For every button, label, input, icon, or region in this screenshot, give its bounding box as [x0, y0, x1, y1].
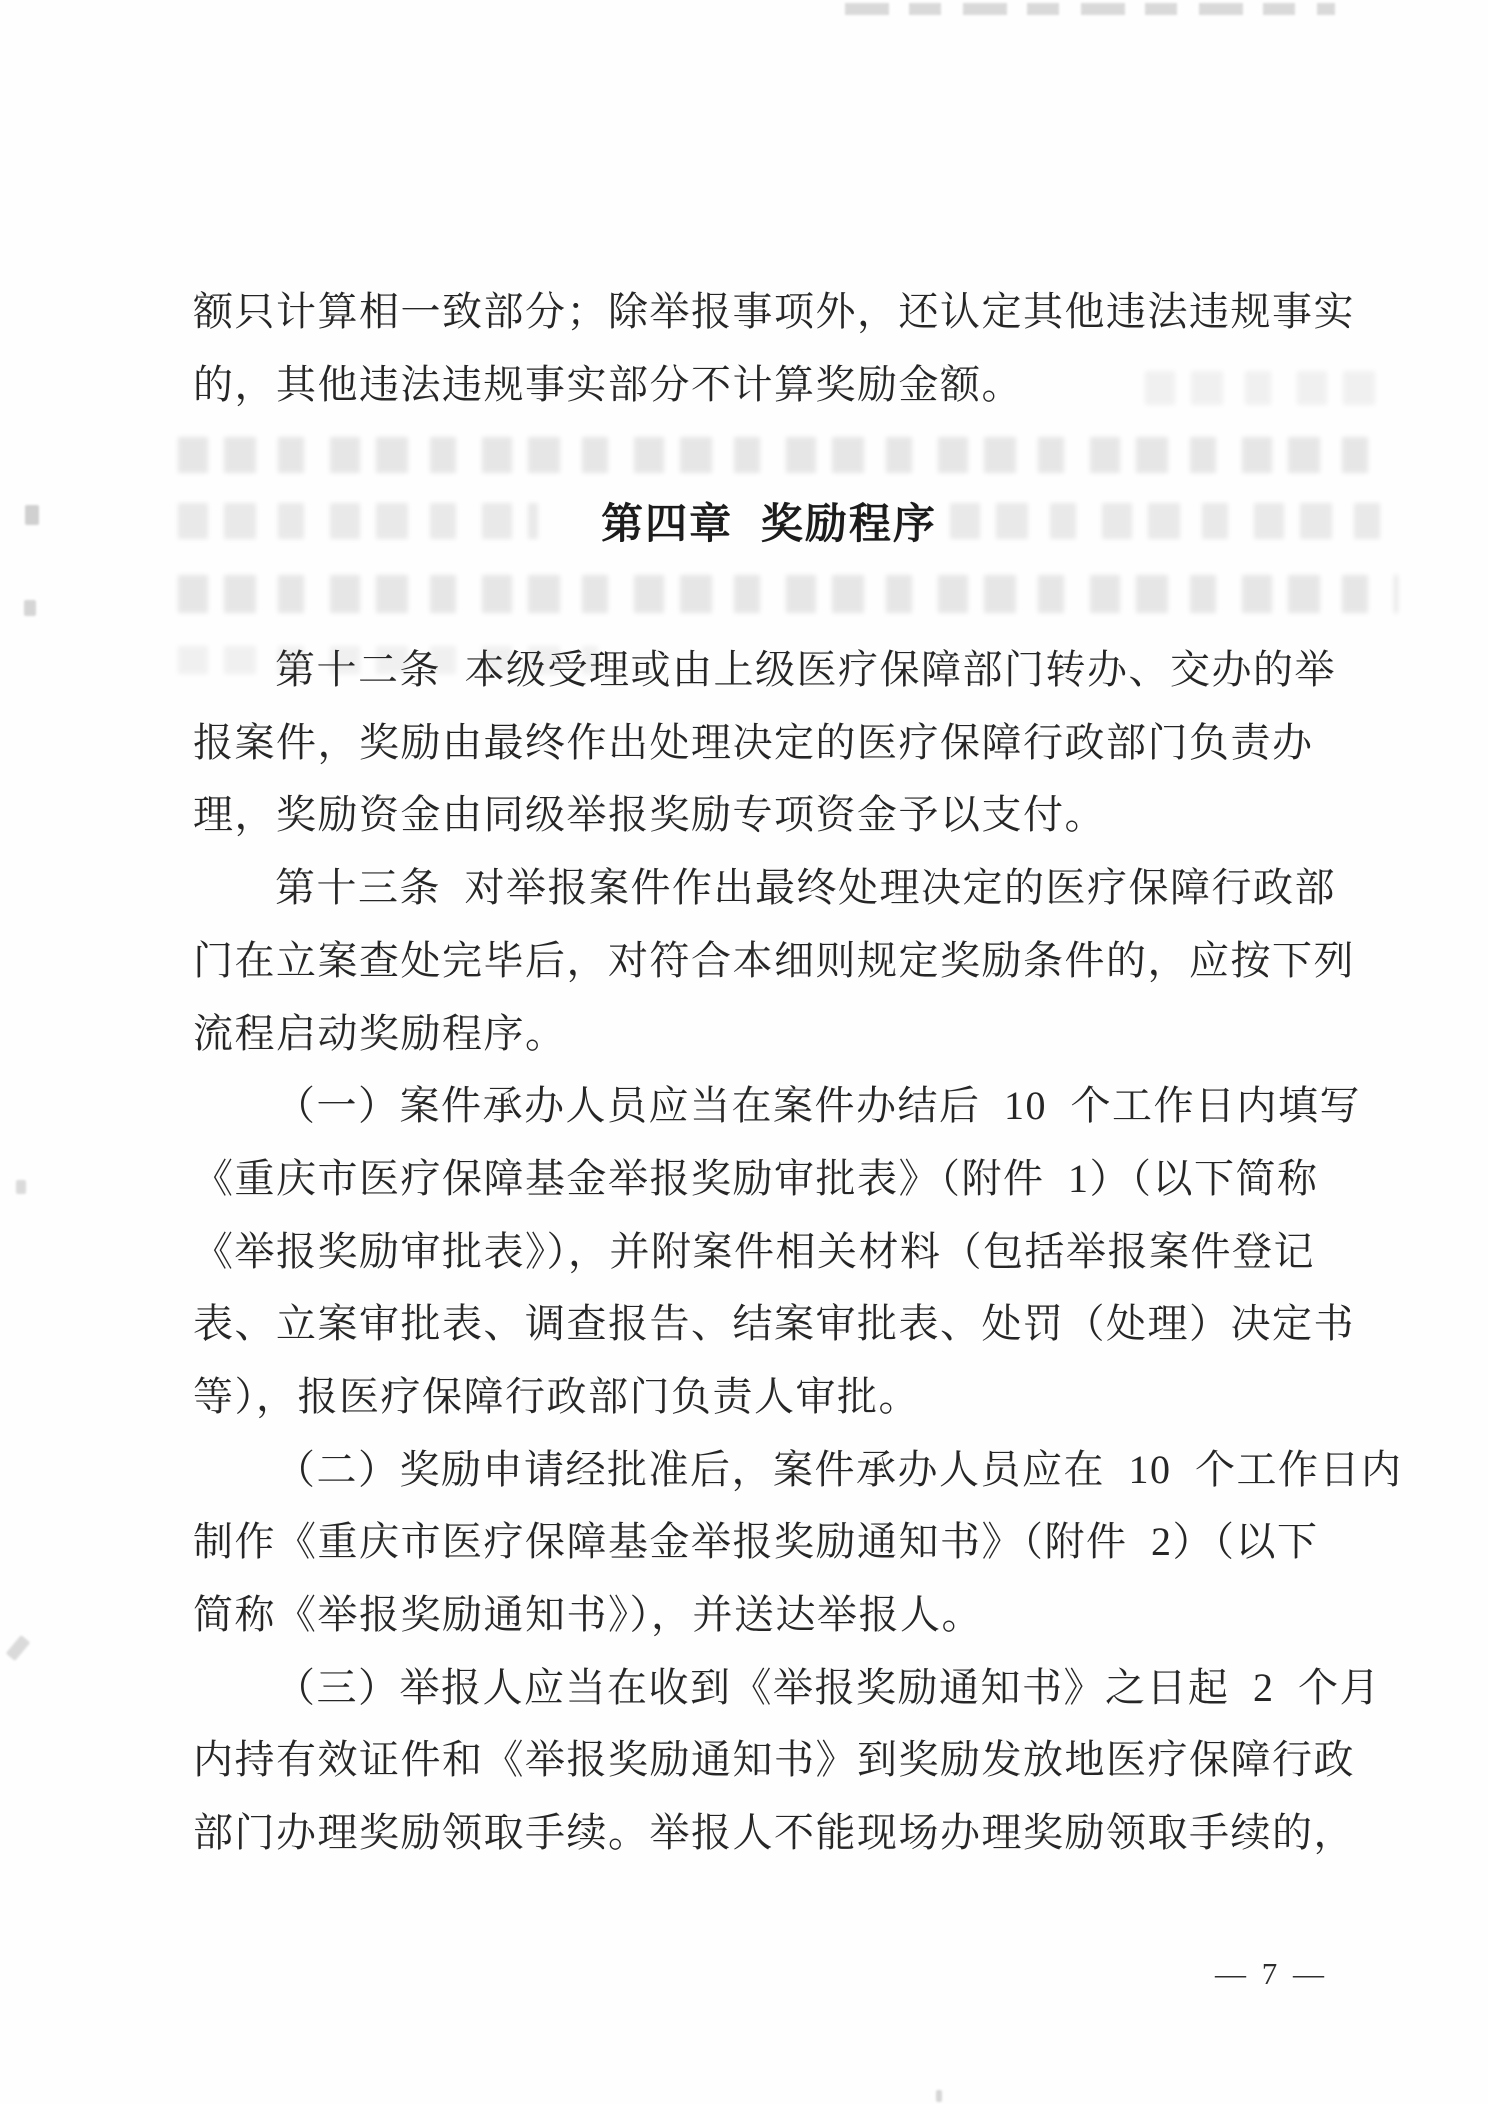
text-line: 报案件，奖励由最终作出处理决定的医疗保障行政部门负责办: [193, 719, 1314, 765]
scan-speck: [25, 505, 39, 525]
scan-speck: [936, 2090, 942, 2102]
text-line: 等），报医疗保障行政部门负责人审批。: [193, 1373, 920, 1419]
text-line: （二）奖励申请经批准后，案件承办人员应在 10 个工作日内: [275, 1446, 1403, 1492]
text-line: 流程启动奖励程序。: [193, 1010, 567, 1056]
text-line: 门在立案查处完毕后，对符合本细则规定奖励条件的，应按下列: [193, 937, 1355, 983]
text-line: 简称《举报奖励通知书》），并送达举报人。: [193, 1592, 983, 1637]
paragraph-article-13: [193, 852, 1355, 1070]
scan-speck: [6, 1635, 31, 1661]
text-line: （一）案件承办人员应当在案件办结后 10 个工作日内填写: [275, 1083, 1361, 1129]
text-line: 额只计算相一致部分；除举报事项外，还认定其他违法违规事实: [193, 289, 1355, 334]
text-line: 表、立案审批表、调查报告、结案审批表、处罚（处理）决定书: [193, 1301, 1355, 1347]
text-line: 的，其他违法违规事实部分不计算奖励金额。: [193, 361, 1023, 407]
text-line: 内持有效证件和《举报奖励通知书》到奖励发放地医疗保障行政: [193, 1737, 1355, 1783]
bleed-through-artifact: [845, 3, 1335, 15]
text-line: 第十三条 对举报案件作出最终处理决定的医疗保障行政部: [275, 865, 1336, 911]
paragraph-item-2: [193, 1434, 1403, 1652]
text-line: 第十二条 本级受理或由上级医疗保障部门转办、交办的举: [275, 647, 1336, 693]
scan-speck: [24, 600, 36, 616]
text-line: 《重庆市医疗保障基金举报奖励审批表》（附件 1）（以下简称: [193, 1155, 1319, 1201]
document-body: [193, 276, 1403, 1870]
text-line: （三）举报人应当在收到《举报奖励通知书》之日起 2 个月: [275, 1664, 1381, 1710]
paragraph-item-3: [193, 1652, 1381, 1870]
paragraph-item-1: [193, 1070, 1361, 1433]
page-number: — 7 —: [1215, 1956, 1328, 1991]
text-line: 《举报奖励审批表》），并附案件相关材料（包括举报案件登记: [193, 1228, 1315, 1274]
paragraph-article-12: [193, 634, 1345, 852]
text-line: 部门办理奖励领取手续。举报人不能现场办理奖励领取手续的，: [193, 1810, 1355, 1856]
scan-speck: [16, 1180, 26, 1194]
chapter-heading: 第四章 奖励程序: [601, 500, 937, 548]
text-line: 制作《重庆市医疗保障基金举报奖励通知书》（附件 2）（以下: [193, 1519, 1319, 1565]
text-line: 理，奖励资金由同级举报奖励专项资金予以支付。: [193, 792, 1106, 838]
paragraph-intro-continuation: [193, 276, 1355, 421]
